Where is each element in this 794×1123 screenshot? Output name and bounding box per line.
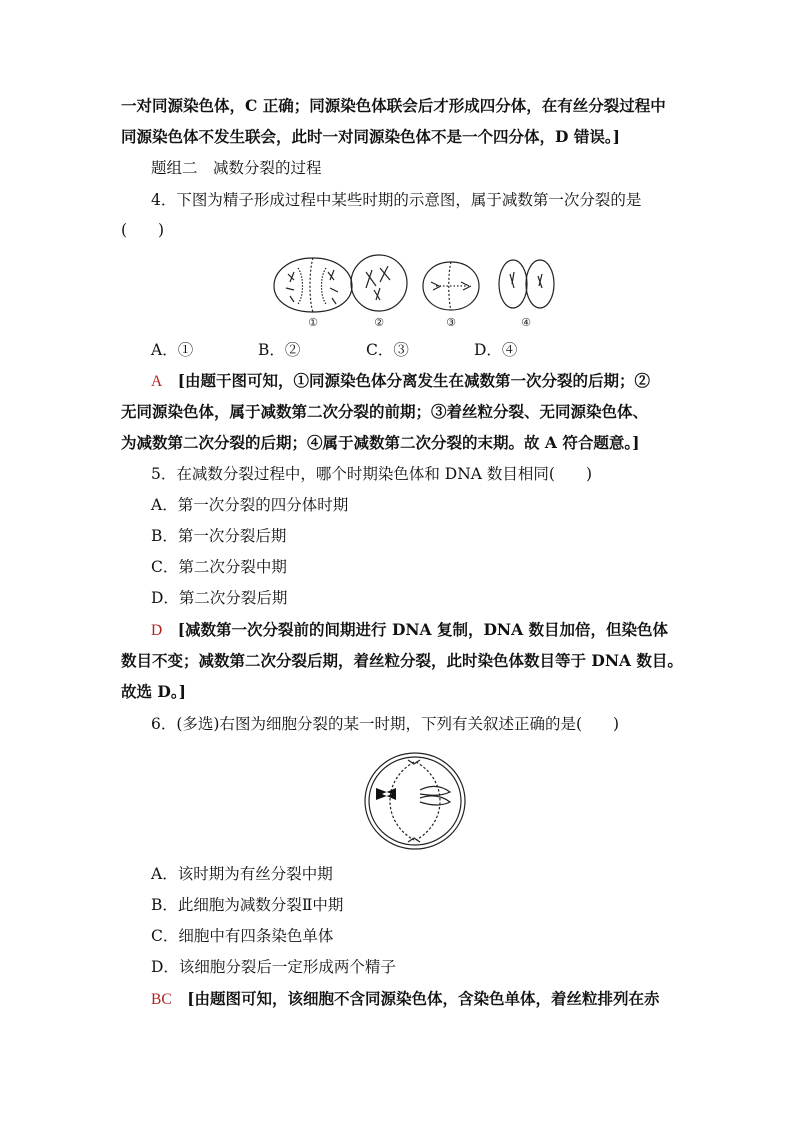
cell-2-icon	[351, 255, 407, 311]
q5-option-a: A．第一次分裂的四分体时期	[151, 496, 349, 514]
q5-option-d: D．第二次分裂后期	[151, 589, 288, 607]
q5-answer: D	[151, 622, 163, 639]
continuation-line-1: 一对同源染色体，C 正确；同源染色体联会后才形成四分体，在有丝分裂过程中	[121, 96, 666, 115]
q4-cell-division-figure	[268, 250, 558, 332]
q5-option-c: C．第二次分裂中期	[151, 558, 287, 576]
q6-answer: BC	[151, 991, 172, 1008]
continuation-line-2: 同源染色体不发生联会，此时一对同源染色体不是一个四分体，D 错误。]	[121, 127, 620, 146]
group-title: 题组二 减数分裂的过程	[151, 159, 322, 177]
figure-label-3: ③	[446, 316, 456, 329]
q4-option-c: C．③	[366, 341, 409, 359]
cell-4-icon	[499, 260, 554, 308]
q5-option-b: B．第一次分裂后期	[151, 527, 287, 545]
q6-stem: 6．(多选)右图为细胞分裂的某一时期，下列有关叙述正确的是( )	[151, 715, 620, 733]
q4-answer: A	[151, 373, 163, 390]
q5-explanation-line-2: 数目不变；减数第二次分裂后期，着丝粒分裂，此时染色体数目等于 DNA 数目。	[121, 651, 683, 670]
q6-option-b: B．此细胞为减数分裂Ⅱ中期	[151, 896, 344, 914]
q6-explanation-line-1: BC [由题图可知，该细胞不含同源染色体，含染色单体，着丝粒排列在赤	[151, 989, 660, 1008]
q4-option-a: A．①	[151, 341, 194, 359]
q4-option-d: D．④	[474, 341, 518, 359]
q6-option-d: D．该细胞分裂后一定形成两个精子	[151, 958, 396, 976]
figure-label-4: ④	[521, 316, 531, 329]
cell-1-icon	[274, 258, 352, 312]
q5-explanation-line-3: 故选 D。]	[121, 682, 186, 701]
q4-explanation-line-3: 为减数第二次分裂的后期；④属于减数第二次分裂的末期。故 A 符合题意。]	[121, 433, 640, 452]
q6-option-c: C．细胞中有四条染色单体	[151, 927, 334, 945]
figure-label-2: ②	[374, 316, 384, 329]
q4-explanation-line-1: A [由题干图可知，①同源染色体分离发生在减数第一次分裂的后期；②	[151, 371, 651, 390]
q4-stem: 4．下图为精子形成过程中某些时期的示意图，属于减数第一次分裂的是	[151, 191, 642, 209]
q4-option-b: B．②	[258, 341, 301, 359]
cell-3-icon	[423, 262, 479, 310]
q4-explanation-line-2: 无同源染色体，属于减数第二次分裂的前期；③着丝粒分裂、无同源染色体、	[121, 402, 649, 421]
figure-label-1: ①	[308, 316, 318, 329]
q4-answer-paren: ( )	[121, 221, 165, 239]
q5-stem: 5．在减数分裂过程中，哪个时期染色体和 DNA 数目相同( )	[151, 465, 592, 483]
q6-option-a: A．该时期为有丝分裂中期	[151, 865, 333, 883]
q6-cell-figure	[362, 750, 468, 852]
q5-explanation-line-1: D [减数第一次分裂前的间期进行 DNA 复制，DNA 数目加倍，但染色体	[151, 620, 669, 639]
